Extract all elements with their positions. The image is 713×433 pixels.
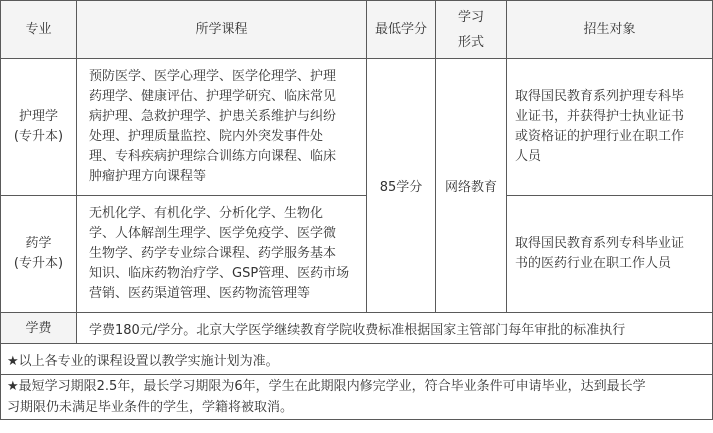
program-row-pharmacy (1, 196, 713, 313)
course-line: 生物学、药学专业综合课程、药学服务基本 (89, 246, 337, 261)
header-study-format-line2: 形式 (457, 34, 484, 50)
target-cell-pharmacy (507, 196, 713, 313)
major-level: (专升本) (13, 256, 64, 271)
major-name: 药学 (25, 236, 52, 251)
course-line: 无机化学、有机化学、分析化学、生物化 (89, 206, 324, 221)
course-line: 预防医学、医学心理学、医学伦理学、护理 (89, 69, 337, 84)
fee-row (1, 313, 713, 344)
min-credits-cell: 85学分 (367, 59, 436, 313)
course-line: 营销、医药渠道管理、医药物流管理等 (89, 286, 311, 301)
course-line: 学、人体解剖生理学、医学免疫学、医学微 (89, 226, 337, 241)
target-cell-nursing (507, 59, 713, 196)
header-min-credits: 最低学分 (367, 1, 436, 59)
course-line: 知识、临床药物治疗学、GSP管理、医药市场 (89, 266, 350, 281)
major-cell-nursing (1, 59, 77, 196)
header-target: 招生对象 (507, 1, 713, 59)
major-level: (专升本) (13, 129, 64, 144)
note-row-1 (1, 344, 713, 375)
course-line: 处理、护理质量监控、院内外突发事件处 (89, 129, 324, 144)
fee-label: 学费 (1, 313, 77, 344)
target-line: 取得国民教育系列护理专科毕 (515, 89, 685, 104)
course-line: 肿瘤护理方向课程等 (89, 169, 207, 184)
course-line: 药理学、健康评估、护理学研究、临床常见 (89, 89, 337, 104)
study-format-cell: 网络教育 (436, 59, 507, 313)
note-2-line1: ★最短学习期限2.5年，最长学习期限为6年，学生在此期限内修完学业，符合毕业条件可申请毕业，达到最长学 (7, 379, 646, 394)
courses-cell-pharmacy (77, 196, 367, 313)
note-2 (1, 375, 713, 420)
fee-text: 学费180元/学分。北京大学医学继续教育学院收费标准根据国家主管部门每年审批的标准执行 (77, 313, 713, 344)
target-line: 或资格证的护理行业在职工作 (515, 129, 685, 144)
header-study-format (436, 1, 507, 59)
header-courses: 所学课程 (77, 1, 367, 59)
target-line: 人员 (515, 149, 542, 164)
course-line: 病护理、急救护理学、护患关系维护与纠纷 (89, 109, 337, 124)
major-name: 护理学 (18, 109, 58, 124)
note-2-line2: 习期限仍未满足毕业条件的学生，学籍将被取消。 (7, 400, 294, 415)
note-1: ★以上各专业的课程设置以教学实施计划为准。 (1, 344, 713, 375)
program-row-nursing (1, 59, 713, 196)
target-line: 取得国民教育系列专科毕业证 (515, 236, 685, 251)
course-line: 理、专科疾病护理综合训练方向课程、临床 (89, 149, 337, 164)
header-study-format-line1: 学习 (457, 9, 484, 25)
header-row (1, 1, 713, 59)
target-line: 书的医药行业在职工作人员 (515, 256, 672, 271)
note-row-2 (1, 375, 713, 420)
courses-cell-nursing (77, 59, 367, 196)
header-major: 专业 (1, 1, 77, 59)
major-cell-pharmacy (1, 196, 77, 313)
target-line: 业证书，并获得护士执业证书 (515, 109, 685, 124)
